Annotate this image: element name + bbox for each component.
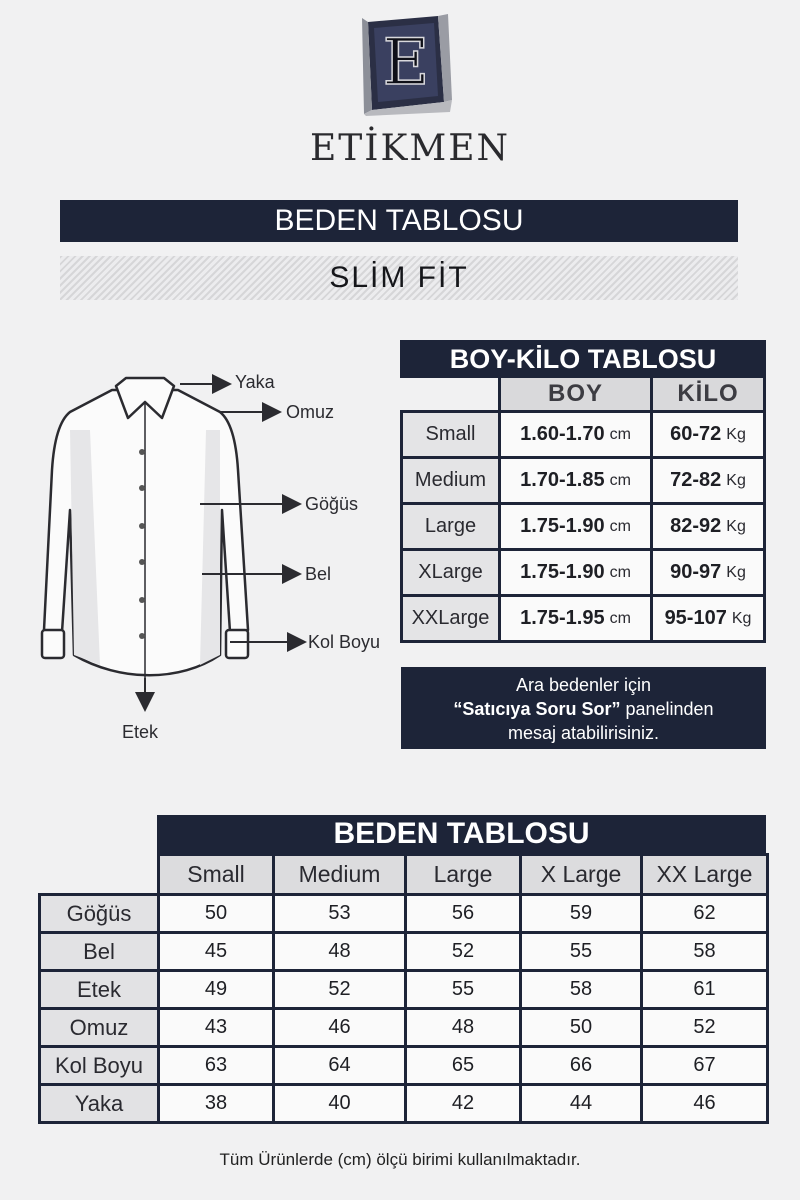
measure-value: 50 xyxy=(521,1009,642,1047)
size-label: Medium xyxy=(400,459,498,502)
table-row xyxy=(400,594,766,640)
note-line-2: “Satıcıya Soru Sor” panelinden xyxy=(453,699,714,719)
size-table xyxy=(38,853,769,1124)
measure-value: 64 xyxy=(274,1047,406,1085)
brand-name: ETİKMEN xyxy=(309,128,511,169)
table-row xyxy=(40,1009,768,1047)
logo-letter: E xyxy=(382,26,430,100)
measure-value: 42 xyxy=(406,1085,521,1123)
kilo-cell: 82-92 Kg xyxy=(650,505,766,548)
kilo-cell: 60-72 Kg xyxy=(650,413,766,456)
measure-label: Yaka xyxy=(40,1085,159,1123)
size-header: Medium xyxy=(274,855,406,895)
unit-footnote: Tüm Ürünlerde (cm) ölçü birimi kullanılmaktadır. xyxy=(219,1150,581,1169)
size-header-row xyxy=(40,855,768,895)
measure-value: 55 xyxy=(406,971,521,1009)
label-yaka: Yaka xyxy=(235,372,275,392)
measure-value: 50 xyxy=(159,895,274,933)
boy-kilo-table xyxy=(400,340,766,643)
kilo-cell: 72-82 Kg xyxy=(650,459,766,502)
table-row xyxy=(40,1047,768,1085)
measure-value: 40 xyxy=(274,1085,406,1123)
boy-cell: 1.75-1.90 cm xyxy=(498,551,650,594)
note-line-1: Ara bedenler için xyxy=(515,675,652,695)
corner-cell xyxy=(400,378,498,410)
measure-value: 63 xyxy=(159,1047,274,1085)
measure-value: 55 xyxy=(521,933,642,971)
shirt-illustration xyxy=(30,360,400,750)
measure-label: Bel xyxy=(40,933,159,971)
corner-cell xyxy=(40,855,159,895)
boy-kilo-title: BOY-KİLO TABLOSU xyxy=(400,340,766,378)
boy-cell: 1.75-1.90 cm xyxy=(498,505,650,548)
measure-value: 56 xyxy=(406,895,521,933)
label-omuz: Omuz xyxy=(286,402,335,422)
size-header: Large xyxy=(406,855,521,895)
table-row xyxy=(40,895,768,933)
boy-kilo-header-row xyxy=(400,378,766,410)
size-label: Large xyxy=(400,505,498,548)
measure-value: 67 xyxy=(642,1047,768,1085)
measure-label: Göğüs xyxy=(40,895,159,933)
measure-value: 48 xyxy=(406,1009,521,1047)
table-row xyxy=(40,933,768,971)
measure-value: 46 xyxy=(642,1085,768,1123)
page-title: BEDEN TABLOSU xyxy=(60,200,738,242)
col-kilo-header: KİLO xyxy=(650,378,766,410)
measure-value: 49 xyxy=(159,971,274,1009)
measure-value: 46 xyxy=(274,1009,406,1047)
label-etek: Etek xyxy=(122,722,159,742)
measure-value: 52 xyxy=(642,1009,768,1047)
measure-value: 44 xyxy=(521,1085,642,1123)
size-header: Small xyxy=(159,855,274,895)
table-row xyxy=(40,971,768,1009)
measure-value: 66 xyxy=(521,1047,642,1085)
fit-subtitle: SLİM FİT xyxy=(60,256,738,300)
measure-value: 65 xyxy=(406,1047,521,1085)
measure-value: 38 xyxy=(159,1085,274,1123)
table-row xyxy=(400,502,766,548)
kilo-cell: 95-107 Kg xyxy=(650,597,766,640)
label-gogus: Göğüs xyxy=(305,494,359,514)
col-boy-header: BOY xyxy=(498,378,650,410)
boy-cell: 1.60-1.70 cm xyxy=(498,413,650,456)
measure-label: Kol Boyu xyxy=(40,1047,159,1085)
note-highlight: “Satıcıya Soru Sor” xyxy=(453,699,621,719)
measure-value: 43 xyxy=(159,1009,274,1047)
table-row xyxy=(400,548,766,594)
measure-value: 59 xyxy=(521,895,642,933)
measure-value: 58 xyxy=(642,933,768,971)
size-label: XLarge xyxy=(400,551,498,594)
measure-label: Etek xyxy=(40,971,159,1009)
size-label: Small xyxy=(400,413,498,456)
table-row xyxy=(40,1085,768,1123)
size-label: XXLarge xyxy=(400,597,498,640)
measure-value: 52 xyxy=(406,933,521,971)
measure-label: Omuz xyxy=(40,1009,159,1047)
measure-value: 58 xyxy=(521,971,642,1009)
measure-value: 48 xyxy=(274,933,406,971)
shirt-diagram xyxy=(30,360,400,750)
brand-logo-icon xyxy=(360,14,452,116)
label-bel: Bel xyxy=(305,564,332,584)
measure-value: 52 xyxy=(274,971,406,1009)
measure-value: 45 xyxy=(159,933,274,971)
boy-cell: 1.70-1.85 cm xyxy=(498,459,650,502)
size-table-title: BEDEN TABLOSU xyxy=(157,815,766,853)
table-row xyxy=(400,410,766,456)
note-line-3: mesaj atabilirisiniz. xyxy=(507,723,660,743)
intermediate-size-note xyxy=(401,667,766,749)
measure-value: 53 xyxy=(274,895,406,933)
kilo-cell: 90-97 Kg xyxy=(650,551,766,594)
size-header: XX Large xyxy=(642,855,768,895)
size-header: X Large xyxy=(521,855,642,895)
boy-cell: 1.75-1.95 cm xyxy=(498,597,650,640)
table-row xyxy=(400,456,766,502)
measure-value: 62 xyxy=(642,895,768,933)
measure-value: 61 xyxy=(642,971,768,1009)
label-kol-boyu: Kol Boyu xyxy=(308,632,381,652)
